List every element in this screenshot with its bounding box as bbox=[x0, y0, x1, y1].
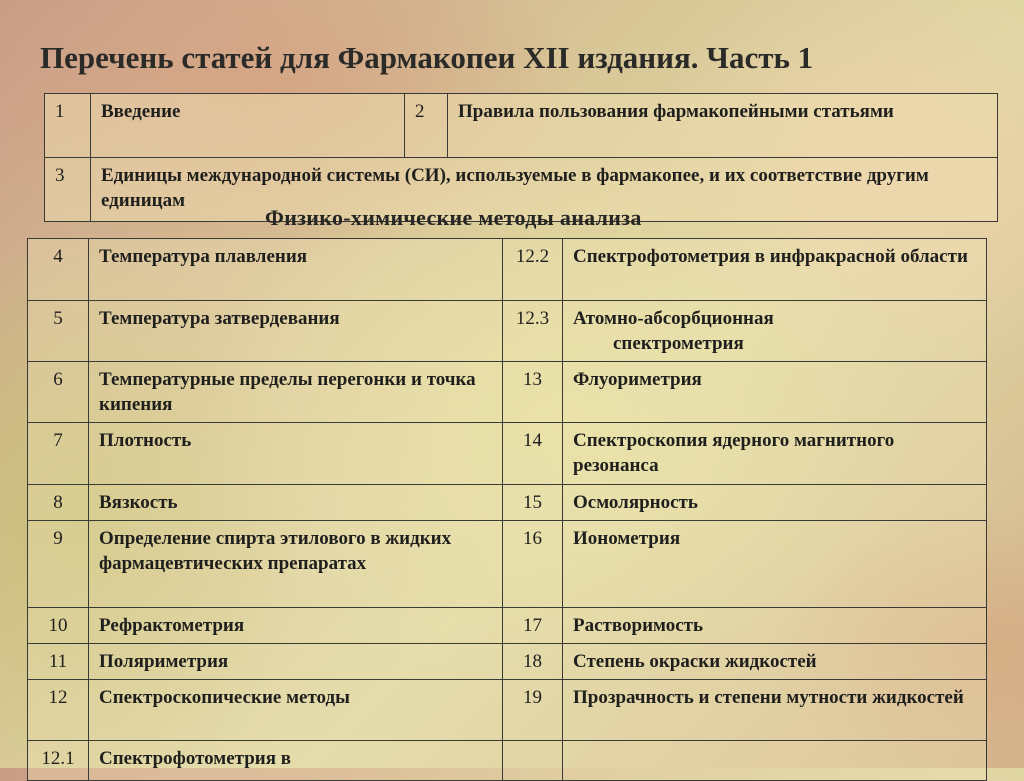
section-heading: Физико-химические методы анализа bbox=[265, 205, 642, 230]
article-number: 12 bbox=[28, 680, 89, 741]
table-row bbox=[28, 644, 987, 680]
article-title: Прозрачность и степени мутности жидкостей bbox=[563, 680, 987, 741]
article-number: 12.2 bbox=[503, 239, 563, 301]
intro-table bbox=[44, 93, 998, 222]
article-number: 2 bbox=[405, 94, 448, 158]
article-number: 6 bbox=[28, 362, 89, 423]
article-number: 10 bbox=[28, 608, 89, 644]
article-number: 16 bbox=[503, 521, 563, 608]
table-row bbox=[28, 239, 987, 301]
table-row bbox=[28, 362, 987, 423]
methods-table bbox=[27, 238, 987, 781]
article-title bbox=[563, 301, 987, 362]
article-title: Температура затвердевания bbox=[89, 301, 503, 362]
article-title: Правила пользования фармакопейными статьями bbox=[448, 94, 998, 158]
article-number: 9 bbox=[28, 521, 89, 608]
article-number: 12.3 bbox=[503, 301, 563, 362]
article-title: Вязкость bbox=[89, 485, 503, 521]
article-number: 17 bbox=[503, 608, 563, 644]
article-title: Поляриметрия bbox=[89, 644, 503, 680]
article-number: 4 bbox=[28, 239, 89, 301]
article-number: 5 bbox=[28, 301, 89, 362]
article-title: Флуориметрия bbox=[563, 362, 987, 423]
article-number: 19 bbox=[503, 680, 563, 741]
article-number: 14 bbox=[503, 423, 563, 485]
article-title: Температурные пределы перегонки и точка кипения bbox=[89, 362, 503, 423]
article-title-line: Атомно-абсорбционная bbox=[573, 308, 774, 329]
article-title: Спектроскопия ядерного магнитного резонанса bbox=[563, 423, 987, 485]
article-title: Осмолярность bbox=[563, 485, 987, 521]
article-title: Степень окраски жидкостей bbox=[563, 644, 987, 680]
article-number: 15 bbox=[503, 485, 563, 521]
article-number: 18 bbox=[503, 644, 563, 680]
article-title: Рефрактометрия bbox=[89, 608, 503, 644]
article-title: Единицы международной системы (СИ), используемые в фармакопее, и их соответствие другим единицам bbox=[91, 158, 998, 222]
article-title: Введение bbox=[91, 94, 405, 158]
article-title: Ионометрия bbox=[563, 521, 987, 608]
article-title-line: спектрометрия bbox=[613, 333, 744, 354]
table-row bbox=[28, 521, 987, 608]
article-number: 13 bbox=[503, 362, 563, 423]
article-title: Температура плавления bbox=[89, 239, 503, 301]
page-title: Перечень статей для Фармакопеи XII издания. Часть 1 bbox=[40, 40, 814, 75]
article-title bbox=[563, 741, 987, 781]
article-number: 11 bbox=[28, 644, 89, 680]
table-row bbox=[28, 485, 987, 521]
article-title: Спектрофотометрия в инфракрасной области bbox=[563, 239, 987, 301]
article-number bbox=[503, 741, 563, 781]
article-number: 1 bbox=[45, 94, 91, 158]
table-row bbox=[28, 741, 987, 781]
article-title: Спектрофотометрия в bbox=[89, 741, 503, 781]
table-row bbox=[28, 301, 987, 362]
table-row bbox=[28, 608, 987, 644]
article-title: Определение спирта этилового в жидких фармацевтических препаратах bbox=[89, 521, 503, 608]
table-row bbox=[28, 680, 987, 741]
table-row bbox=[28, 423, 987, 485]
article-number: 12.1 bbox=[28, 741, 89, 781]
article-title: Растворимость bbox=[563, 608, 987, 644]
article-number: 3 bbox=[45, 158, 91, 222]
table-row bbox=[45, 94, 998, 158]
article-number: 8 bbox=[28, 485, 89, 521]
article-number: 7 bbox=[28, 423, 89, 485]
article-title: Плотность bbox=[89, 423, 503, 485]
article-title: Спектроскопические методы bbox=[89, 680, 503, 741]
